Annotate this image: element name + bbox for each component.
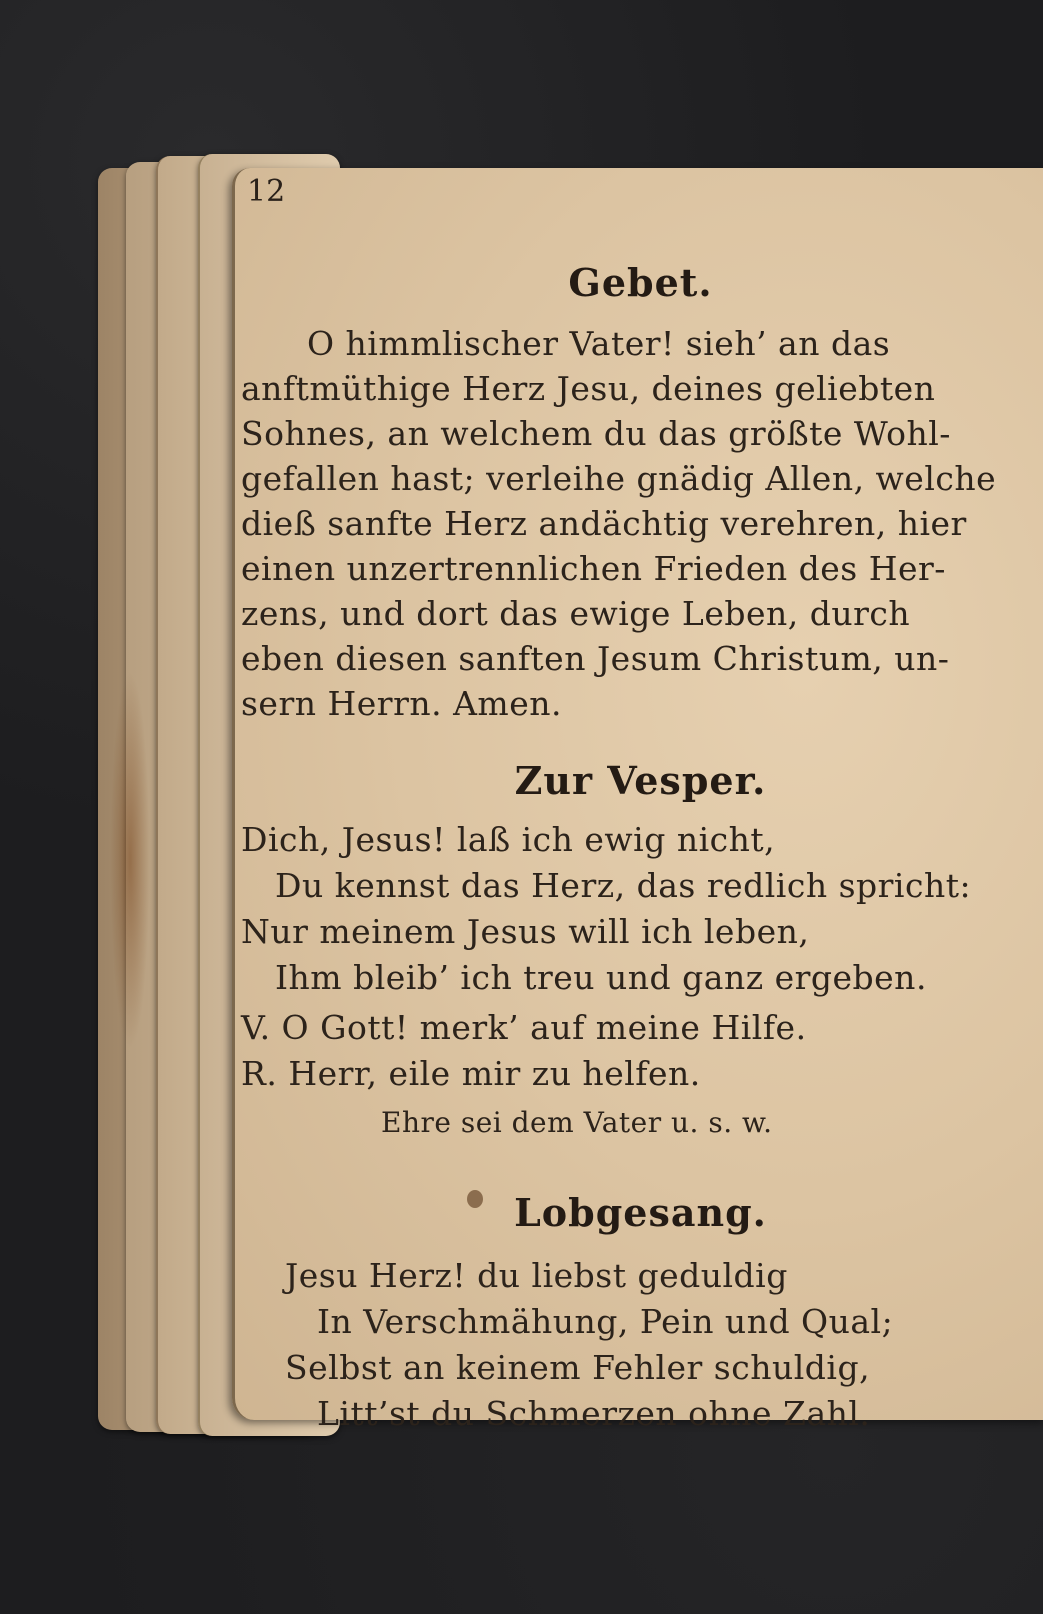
text-line: O himmlischer Vater! sieh’ an das: [307, 324, 891, 363]
text-line: anftmüthige Herz Jesu, deines geliebten: [241, 369, 936, 408]
text-line: sern Herrn. Amen.: [241, 684, 562, 723]
text-line: dieß sanfte Herz andächtig verehren, hier: [241, 504, 967, 543]
book: [98, 150, 1043, 1450]
verse-line: Litt’st du Schmerzen ohne Zahl.: [317, 1394, 871, 1433]
verse-line: Jesu Herz! du liebst geduldig: [285, 1256, 788, 1295]
verse-line: Selbst an keinem Fehler schuldig,: [285, 1348, 871, 1387]
page-number: 12: [247, 174, 286, 209]
versicle-line: V. O Gott! merk’ auf meine Hilfe.: [241, 1008, 807, 1047]
response-line: R. Herr, eile mir zu helfen.: [241, 1054, 701, 1093]
section-heading: Lobgesang.: [514, 1190, 767, 1235]
text-line: Sohnes, an welchem du das größte Wohl-: [241, 414, 951, 453]
verse-line: Ihm bleib’ ich treu und ganz ergeben.: [275, 958, 927, 997]
text-line: gefallen hast; verleihe gnädig Allen, welche: [241, 459, 997, 498]
stain: [110, 670, 150, 1050]
verse-line: Du kennst das Herz, das redlich spricht:: [275, 866, 972, 905]
text-line: einen unzertrennlichen Frieden des Her-: [241, 549, 946, 588]
verse-line: Nur meinem Jesus will ich leben,: [241, 912, 810, 951]
book-page: [232, 168, 1043, 1433]
verse-line: Dich, Jesus! laß ich ewig nicht,: [241, 820, 776, 859]
section-heading: Zur Vesper.: [514, 758, 767, 803]
verse-line: In Verschmähung, Pein und Qual;: [317, 1302, 894, 1341]
section-heading: Gebet.: [568, 260, 713, 305]
doxology-line: Ehre sei dem Vater u. s. w.: [381, 1106, 773, 1139]
text-line: eben diesen sanften Jesum Christum, un-: [241, 639, 950, 678]
text-line: zens, und dort das ewige Leben, durch: [241, 594, 911, 633]
